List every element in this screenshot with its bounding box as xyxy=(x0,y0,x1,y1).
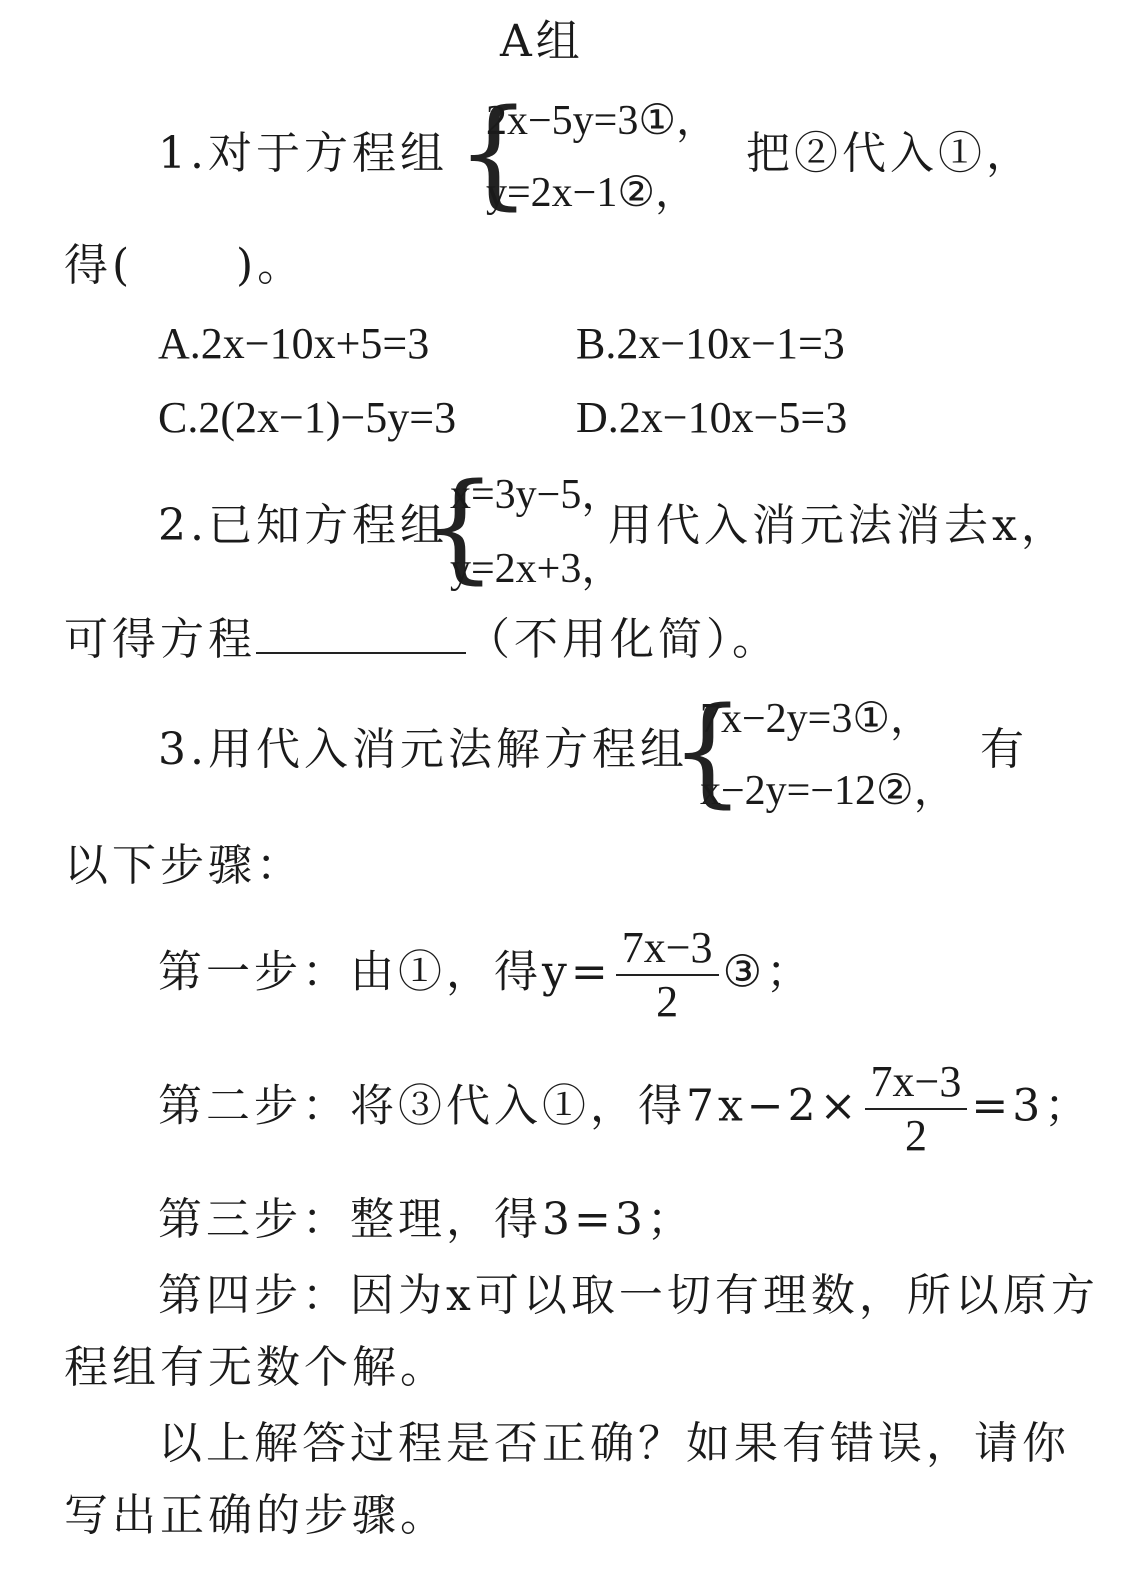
q1-prefix: 1.对于方程组 xyxy=(158,128,448,179)
q3-step-2-denominator: 2 xyxy=(904,1111,927,1160)
q2-answer-blank[interactable] xyxy=(256,612,466,654)
q3-tail: 以下步骤： xyxy=(64,840,304,891)
q3-step-3: 第三步：整理，得3=3； xyxy=(158,1194,695,1245)
q3-step-4-line-1: 第四步：因为x可以取一切有理数，所以原方 xyxy=(158,1270,1099,1321)
q3-step-2-numerator: 7x−3 xyxy=(865,1056,968,1110)
q2-tail xyxy=(64,612,780,668)
q1-option-d: D.2x−10x−5=3 xyxy=(576,393,848,442)
q1-answer-open: 得( xyxy=(64,240,134,291)
q3-step-1-fraction xyxy=(616,922,719,1028)
q3-step-1-text: 第一步：由①，得y= xyxy=(158,946,612,998)
q2-prefix: 2.已知方程组 xyxy=(158,500,448,551)
q1-eq2: y=2x−1②， xyxy=(486,170,698,216)
q3-step-1 xyxy=(158,922,814,1028)
q3-eq2: x−2y=−12②， xyxy=(700,768,956,814)
q3-step-2-fraction xyxy=(865,1056,968,1162)
q1-brace: { xyxy=(456,83,532,221)
q3-step-1-numerator: 7x−3 xyxy=(616,922,719,976)
q3-eq1: 7x−2y=3①， xyxy=(700,696,933,742)
q2-eq2: y=2x+3， xyxy=(450,546,624,592)
q1-answer-close: )。 xyxy=(236,240,306,291)
q3-question-line-2: 写出正确的步骤。 xyxy=(64,1490,448,1541)
q2-tail-pre: 可得方程 xyxy=(64,614,256,665)
q3-question-line-1: 以上解答过程是否正确？如果有错误，请你 xyxy=(158,1418,1070,1469)
q1-option-c: C.2(2x−1)−5y=3 xyxy=(158,393,457,442)
q1-option-b: B.2x−10x−1=3 xyxy=(576,319,845,368)
q2-suffix: 用代入消元法消去x， xyxy=(608,500,1069,551)
q1-option-a: A.2x−10x+5=3 xyxy=(158,319,430,368)
q2-eq1: x=3y−5， xyxy=(450,472,624,518)
q3-prefix: 3.用代入消元法解方程组 xyxy=(158,724,688,775)
q3-step-4-line-2: 程组有无数个解。 xyxy=(64,1342,448,1393)
q3-step-2-text: 第二步：将③代入①，得7x−2× xyxy=(158,1080,861,1132)
q3-step-2 xyxy=(158,1056,1092,1162)
q1-eq1: 2x−5y=3①， xyxy=(486,98,719,144)
q1-suffix: 把②代入①， xyxy=(746,128,1034,179)
q3-suffix: 有 xyxy=(980,724,1028,775)
q2-brace: { xyxy=(422,457,498,595)
q3-step-1-denominator: 2 xyxy=(656,977,679,1026)
q3-step-1-end: ③； xyxy=(722,946,815,998)
q3-step-2-end: =3； xyxy=(971,1080,1093,1132)
q2-tail-post: （不用化简）。 xyxy=(466,614,780,665)
q3-brace: { xyxy=(670,681,746,819)
group-title: A组 xyxy=(500,16,584,67)
